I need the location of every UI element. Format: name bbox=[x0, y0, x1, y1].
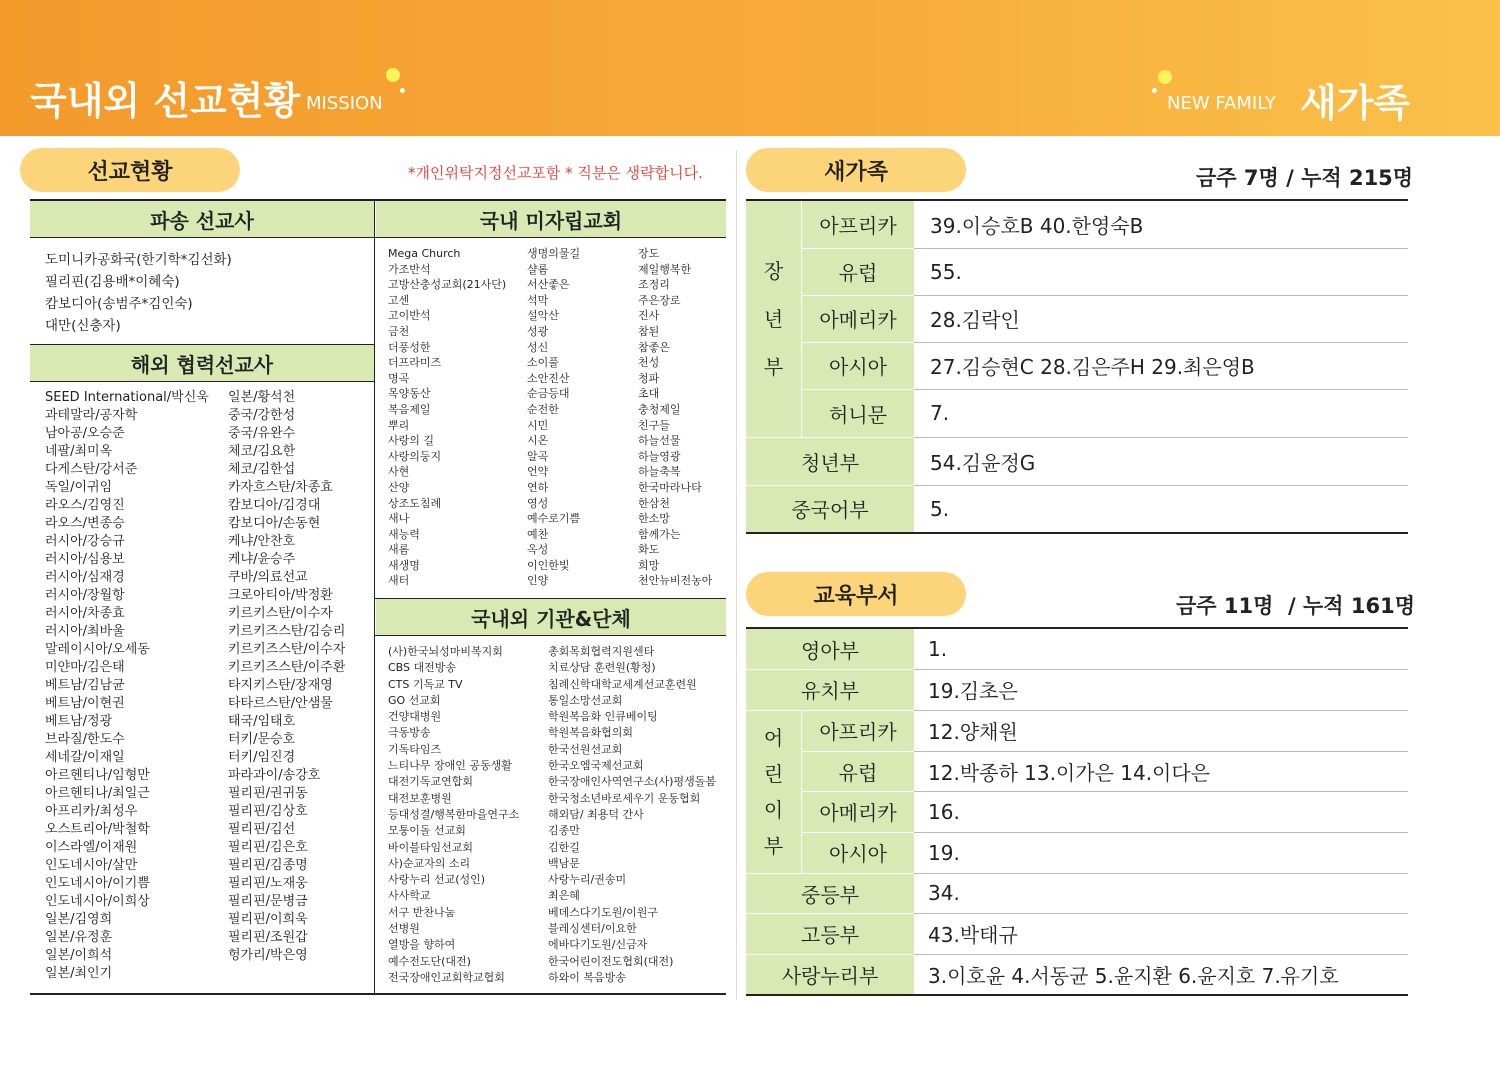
list-item: 한국마라나타 bbox=[638, 480, 702, 494]
group-label-char: 이 bbox=[763, 797, 784, 822]
list-item: 예수로기쁨 bbox=[527, 512, 581, 526]
list-item: 참좋은 bbox=[638, 340, 670, 354]
table-bottom-rule bbox=[30, 993, 726, 995]
list-item: (사)한국뇌성마비복지회 bbox=[388, 645, 503, 658]
list-item: 과테말라/공자학 bbox=[45, 408, 138, 423]
list-item: 사)순교자의 소리 bbox=[388, 856, 471, 870]
list-item: 캄보디아/김경대 bbox=[228, 498, 321, 513]
list-item: 한국선원선교회 bbox=[548, 742, 623, 756]
list-item: 언약 bbox=[527, 465, 549, 479]
list-item: 주은장로 bbox=[638, 293, 681, 307]
list-item: 필리핀(김용배*이혜숙) bbox=[45, 274, 180, 290]
small-dot-icon bbox=[1152, 88, 1157, 93]
row-label: 유럽 bbox=[802, 248, 914, 295]
list-item: SEED International/박신욱 bbox=[45, 390, 209, 405]
list-item: 케냐/윤승주 bbox=[228, 552, 296, 567]
row-divider bbox=[914, 791, 1408, 792]
list-item: 새생명 bbox=[388, 558, 420, 572]
label-row-sep bbox=[746, 710, 914, 711]
list-item: 생명의물길 bbox=[527, 247, 581, 260]
list-item: 필리핀/김상호 bbox=[228, 804, 308, 819]
list-item: 최은혜 bbox=[548, 889, 580, 903]
list-item: 화도 bbox=[638, 543, 660, 557]
list-item: Mega Church bbox=[388, 247, 461, 260]
list-item: 오스트리아/박철학 bbox=[45, 822, 150, 837]
list-item: 옥성 bbox=[527, 543, 549, 557]
list-item: 희망 bbox=[638, 558, 660, 572]
row-label: 아메리카 bbox=[802, 791, 914, 832]
row-label: 아메리카 bbox=[802, 295, 914, 342]
list-item: 열방을 향하여 bbox=[388, 938, 456, 952]
list-item: 사랑의둥지 bbox=[388, 449, 442, 463]
list-item: 진사 bbox=[638, 309, 660, 323]
newfamily-bottom-rule bbox=[746, 532, 1408, 534]
list-item: 연하 bbox=[527, 480, 549, 494]
list-item: 한국청소년바로세우기 운동협회 bbox=[548, 791, 701, 805]
org-list-col2 bbox=[548, 644, 716, 986]
list-item: 뿌리 bbox=[388, 418, 410, 432]
mission-title: 국내외 선교현황 bbox=[30, 79, 301, 123]
list-item: 전국장애인교회학교협회 bbox=[388, 970, 505, 984]
list-item: 러시아/강승규 bbox=[45, 534, 125, 549]
group-label-char: 린 bbox=[763, 761, 784, 786]
group-label-char: 부 bbox=[763, 355, 784, 379]
list-item: 하늘영광 bbox=[638, 449, 681, 463]
list-item: 시민 bbox=[527, 418, 549, 432]
newfamily-pill: 새가족 bbox=[746, 148, 966, 192]
list-item: 백남문 bbox=[548, 856, 580, 870]
list-item: 체코/김한섭 bbox=[228, 462, 296, 477]
list-item: 영성 bbox=[527, 496, 549, 510]
list-item: 천성 bbox=[638, 356, 660, 370]
list-item: CTS 기독교 TV bbox=[388, 677, 463, 691]
row-label: 유럽 bbox=[802, 751, 914, 791]
row-value: 3.이호윤 4.서동균 5.윤지환 6.윤지호 7.유기호 bbox=[928, 963, 1339, 988]
list-item: 사랑의 길 bbox=[388, 434, 435, 448]
list-item: 아르헨티나/최일근 bbox=[45, 786, 150, 801]
list-item: 러시아/심용보 bbox=[45, 552, 125, 567]
newfamily-title: 새가족 bbox=[1300, 81, 1411, 125]
list-item: 명곡 bbox=[388, 371, 410, 385]
list-item: 터키/문승호 bbox=[228, 732, 296, 747]
overseas-list-col1 bbox=[45, 389, 209, 983]
list-item: 다게스탄/강서준 bbox=[45, 462, 138, 477]
list-item: 통일소망선교회 bbox=[548, 693, 623, 707]
list-item: 설악산 bbox=[527, 309, 559, 323]
row-value: 55. bbox=[930, 259, 962, 284]
list-item: 세네갈/이재일 bbox=[45, 750, 125, 765]
row-label: 중국어부 bbox=[746, 485, 914, 532]
list-item: 중국/유완수 bbox=[228, 426, 296, 441]
education-bottom-rule bbox=[746, 994, 1408, 996]
overseas-list-col2 bbox=[228, 389, 345, 965]
row-divider bbox=[914, 751, 1408, 752]
label-row-sep bbox=[802, 832, 914, 833]
list-item: 충청제일 bbox=[638, 402, 681, 416]
list-item: 한국어린이전도협회(대전) bbox=[548, 954, 674, 968]
list-item: 천안뉴비전농아 bbox=[638, 574, 713, 588]
row-label: 사랑누리부 bbox=[746, 954, 914, 994]
list-item: 학원복음화 인큐베이팅 bbox=[548, 710, 658, 724]
list-item: 산양 bbox=[388, 480, 410, 494]
list-item: 필리핀/김종명 bbox=[228, 858, 308, 873]
list-item: 성광 bbox=[527, 324, 549, 338]
list-item: 시온 bbox=[527, 434, 549, 448]
list-item: 필리핀/권귀동 bbox=[228, 786, 308, 801]
row-label: 아프리카 bbox=[802, 710, 914, 751]
list-item: 필리핀/김선 bbox=[228, 822, 296, 837]
list-item: 러시아/최바울 bbox=[45, 624, 125, 639]
list-item: 체코/김요한 bbox=[228, 444, 296, 459]
list-item: 일본/유정훈 bbox=[45, 930, 113, 945]
list-item: 라오스/김영진 bbox=[45, 498, 125, 513]
list-item: 캄보디아(송범주*김인숙) bbox=[45, 296, 193, 312]
list-item: 학원복음화협의회 bbox=[548, 726, 634, 740]
row-label: 아시아 bbox=[802, 342, 914, 389]
dispatched-header: 파송 선교사 bbox=[30, 201, 374, 237]
list-item: 선병원 bbox=[388, 922, 420, 936]
list-item: 김종만 bbox=[548, 824, 580, 838]
list-item: 태국/임태호 bbox=[228, 714, 296, 729]
list-item: 필리핀/김은호 bbox=[228, 840, 308, 855]
list-item: 바이블타임선교회 bbox=[388, 840, 474, 854]
list-item: 총회목회협력지원센타 bbox=[548, 645, 655, 658]
adult-group-label bbox=[746, 201, 801, 437]
list-item: 상조도침례 bbox=[388, 496, 442, 510]
row-value: 1. bbox=[928, 637, 948, 661]
row-label: 허니문 bbox=[802, 389, 914, 437]
list-item: 새나 bbox=[388, 512, 410, 526]
list-item: 서구 반찬나눔 bbox=[388, 905, 456, 919]
list-item: 에바다기도원/신금자 bbox=[548, 938, 648, 952]
label-row-sep bbox=[746, 669, 914, 670]
list-item: 고이반석 bbox=[388, 309, 431, 323]
list-item: 모퉁이돌 선교회 bbox=[388, 824, 466, 838]
list-item: 초대 bbox=[638, 387, 660, 401]
list-item: 아르헨티나/임형만 bbox=[45, 768, 150, 783]
label-row-sep bbox=[746, 485, 914, 486]
row-value: 12.박종하 13.이가은 14.이다은 bbox=[928, 760, 1211, 785]
newfamily-subtitle: NEW FAMILY bbox=[1167, 93, 1276, 114]
row-divider bbox=[914, 832, 1408, 833]
education-summary: 금주 11명 / 누적 161명 bbox=[1176, 594, 1415, 618]
list-item: 도미니카공화국(한기학*김선화) bbox=[45, 252, 232, 268]
list-item: 순금등대 bbox=[527, 387, 570, 401]
domestic-header: 국내 미자립교회 bbox=[376, 201, 726, 237]
group-label-char: 년 bbox=[763, 307, 784, 331]
row-value: 12.양채원 bbox=[928, 720, 1018, 744]
list-item: 금천 bbox=[388, 324, 410, 338]
list-item: 말레이시아/오세동 bbox=[45, 642, 150, 657]
list-item: 소안진산 bbox=[527, 371, 570, 385]
list-item: 더프라미즈 bbox=[388, 356, 442, 370]
list-item: 느티나무 장애인 공동생활 bbox=[388, 759, 512, 773]
list-item: 장도 bbox=[638, 247, 660, 260]
education-pill: 교육부서 bbox=[746, 572, 966, 616]
row-label: 유치부 bbox=[746, 669, 914, 710]
list-item: 터키/임진경 bbox=[228, 750, 296, 765]
label-row-sep bbox=[746, 873, 914, 874]
list-item: 하늘축복 bbox=[638, 465, 681, 479]
row-divider bbox=[914, 248, 1408, 249]
list-item: 케냐/안찬호 bbox=[228, 534, 296, 549]
label-row-sep bbox=[802, 389, 914, 390]
list-item: 이스라엘/이재원 bbox=[45, 840, 138, 855]
list-item: 치료상담 훈련원(황청) bbox=[548, 661, 656, 675]
small-dot-icon bbox=[400, 88, 405, 93]
list-item: 일본/이희석 bbox=[45, 948, 113, 963]
row-value: 34. bbox=[928, 881, 960, 905]
list-item: 예찬 bbox=[527, 527, 549, 541]
list-item: 참된 bbox=[638, 324, 660, 338]
list-item: 일본/황석천 bbox=[228, 390, 296, 405]
list-item: 키르키스탄/이수자 bbox=[228, 606, 333, 621]
list-item: 크로아티아/박정환 bbox=[228, 588, 333, 603]
list-item: 침례신학대학교세계선교훈련원 bbox=[548, 677, 697, 691]
list-item: 러시아/차종효 bbox=[45, 606, 125, 621]
yellow-dot-icon bbox=[1158, 70, 1172, 84]
list-item: 새터 bbox=[388, 574, 410, 588]
row-value: 43.박태규 bbox=[928, 923, 1018, 947]
list-item: 대전기독교연합회 bbox=[388, 775, 474, 789]
label-row-sep bbox=[802, 295, 914, 296]
list-item: 친구들 bbox=[638, 418, 670, 432]
row-label: 아시아 bbox=[802, 832, 914, 873]
row-label: 고등부 bbox=[746, 913, 914, 954]
list-item: GO 선교회 bbox=[388, 693, 441, 707]
list-item: 석막 bbox=[527, 293, 549, 307]
list-item: 필리핀/이희욱 bbox=[228, 912, 308, 927]
list-item: 러시아/장월항 bbox=[45, 588, 125, 603]
row-divider bbox=[914, 389, 1408, 390]
list-item: 인도네시아/이기쁨 bbox=[45, 876, 150, 891]
list-item: 새능력 bbox=[388, 527, 420, 541]
list-item: 미얀마/김은태 bbox=[45, 660, 125, 675]
list-item: 쿠바/의료선교 bbox=[228, 570, 308, 585]
list-item: 복음제일 bbox=[388, 402, 431, 416]
list-item: 베트남/김남균 bbox=[45, 678, 125, 693]
mission-note: *개인위탁지정선교포함 * 직분은 생략합니다. bbox=[408, 164, 703, 182]
list-item: 캄보디아/손동현 bbox=[228, 516, 321, 531]
label-row-sep bbox=[802, 751, 914, 752]
list-item: 중국/강한성 bbox=[228, 408, 296, 423]
list-item: 샬롬 bbox=[527, 262, 549, 276]
group-label-char: 부 bbox=[763, 833, 784, 858]
list-item: 건양대병원 bbox=[388, 710, 442, 724]
list-item: 극동방송 bbox=[388, 726, 431, 740]
list-item: 인양 bbox=[527, 574, 549, 588]
list-item: 한국오엠국제선교회 bbox=[548, 759, 644, 773]
domestic-list-col3 bbox=[638, 246, 712, 589]
list-item: 타타르스탄/안샘물 bbox=[228, 696, 333, 711]
list-item: 한소망 bbox=[638, 512, 670, 526]
overseas-header-rule bbox=[30, 381, 374, 382]
list-item: 카자흐스탄/차종효 bbox=[228, 480, 333, 495]
list-item: 헝가리/박은영 bbox=[228, 948, 308, 963]
list-item: 라오스/변종승 bbox=[45, 516, 125, 531]
mission-subtitle: MISSION bbox=[306, 93, 383, 114]
row-value: 27.김승현C 28.김은주H 29.최은영B bbox=[930, 355, 1255, 379]
list-item: 필리핀/문병금 bbox=[228, 894, 308, 909]
org-header: 국내외 기관&단체 bbox=[376, 599, 726, 635]
org-list-col1 bbox=[388, 644, 519, 986]
list-item: 더풍성한 bbox=[388, 340, 431, 354]
group-label-char: 장 bbox=[763, 259, 784, 283]
row-label: 중등부 bbox=[746, 873, 914, 913]
row-value: 16. bbox=[928, 799, 960, 824]
label-row-sep bbox=[746, 913, 914, 914]
children-group-label bbox=[746, 710, 801, 873]
list-item: 한국장애인사역연구소(사)평생돌봄 bbox=[548, 775, 716, 789]
list-item: 등대성결/행복한마을연구소 bbox=[388, 807, 520, 821]
list-item: 사현 bbox=[388, 465, 410, 479]
list-item: 브라질/한도수 bbox=[45, 732, 125, 747]
list-item: 해외담/ 최용덕 간사 bbox=[548, 807, 644, 821]
row-label: 청년부 bbox=[746, 437, 914, 485]
list-item: 대만(신충자) bbox=[45, 318, 121, 334]
row-value: 5. bbox=[930, 496, 950, 521]
group-label-char: 어 bbox=[763, 725, 784, 750]
list-item: 블레싱센터/이요한 bbox=[548, 922, 637, 936]
list-item: 순전한 bbox=[527, 402, 559, 416]
row-value: 7. bbox=[930, 401, 950, 425]
mission-status-pill: 선교현황 bbox=[20, 148, 240, 192]
label-row-sep bbox=[746, 437, 914, 438]
list-item: 서산좋은 bbox=[527, 278, 570, 292]
list-item: 하늘선물 bbox=[638, 434, 681, 448]
domestic-list-col1 bbox=[388, 246, 506, 589]
list-item: 필리핀/노재웅 bbox=[228, 876, 308, 891]
yellow-dot-icon bbox=[386, 68, 400, 82]
list-item: 제일행복한 bbox=[638, 262, 692, 276]
label-row-sep bbox=[802, 791, 914, 792]
newfamily-summary: 금주 7명 / 누적 215명 bbox=[1196, 166, 1414, 190]
list-item: 성신 bbox=[527, 340, 549, 354]
row-value: 19. bbox=[928, 840, 960, 865]
row-value: 19.김초은 bbox=[928, 679, 1018, 703]
list-item: 예수전도단(대전) bbox=[388, 954, 471, 968]
list-item: 이인한빛 bbox=[527, 558, 570, 572]
list-item: 키르키즈스탄/이수자 bbox=[228, 642, 346, 657]
list-item: 김한길 bbox=[548, 840, 580, 854]
column-divider bbox=[374, 201, 375, 993]
list-item: 베트남/정광 bbox=[45, 714, 113, 729]
list-item: CBS 대전방송 bbox=[388, 661, 457, 675]
list-item: 사사학교 bbox=[388, 889, 431, 903]
list-item: 타지키스탄/장재영 bbox=[228, 678, 333, 693]
list-item: 대전보훈병원 bbox=[388, 791, 452, 805]
list-item: 인도네시아/살만 bbox=[45, 858, 138, 873]
row-value: 54.김윤정G bbox=[930, 450, 1036, 475]
row-label: 아프리카 bbox=[802, 201, 914, 248]
list-item: 하와이 복음방송 bbox=[548, 970, 626, 984]
list-item: 알곡 bbox=[527, 449, 549, 463]
list-item: 소이풀 bbox=[527, 356, 559, 370]
list-item: 사랑누리 선교(성인) bbox=[388, 873, 486, 887]
list-item: 새롬 bbox=[388, 543, 410, 557]
list-item: 기독타임즈 bbox=[388, 742, 442, 756]
page-divider bbox=[736, 150, 737, 1000]
list-item: 키르키즈스탄/이주환 bbox=[228, 660, 346, 675]
list-item: 파라과이/송강호 bbox=[228, 768, 321, 783]
label-row-sep bbox=[802, 248, 914, 249]
list-item: 필리핀/조원갑 bbox=[228, 930, 308, 945]
org-header-rule bbox=[375, 635, 726, 636]
row-value: 28.김락인 bbox=[930, 308, 1020, 332]
list-item: 남아공/오승준 bbox=[45, 426, 125, 441]
list-item: 조정리 bbox=[638, 278, 670, 292]
list-item: 아프리카/최성우 bbox=[45, 804, 138, 819]
label-row-sep bbox=[802, 342, 914, 343]
overseas-header: 해외 협력선교사 bbox=[30, 345, 374, 381]
row-divider bbox=[914, 295, 1408, 296]
label-row-sep bbox=[746, 954, 914, 955]
list-item: 베트남/이현권 bbox=[45, 696, 125, 711]
list-item: 가조반석 bbox=[388, 262, 431, 276]
list-item: 목양동산 bbox=[388, 387, 431, 401]
list-item: 한삼천 bbox=[638, 496, 670, 510]
list-item: 고센 bbox=[388, 293, 410, 307]
list-item: 함께가는 bbox=[638, 527, 681, 541]
list-item: 사랑누리/권송미 bbox=[548, 873, 627, 887]
list-item: 인도네시아/이희상 bbox=[45, 894, 150, 909]
dispatched-list bbox=[45, 249, 232, 337]
list-item: 일본/김영희 bbox=[45, 912, 113, 927]
list-item: 러시아/심재경 bbox=[45, 570, 125, 585]
list-item: 베데스다기도원/이원구 bbox=[548, 905, 658, 919]
domestic-list-col2 bbox=[527, 246, 580, 589]
row-label: 영아부 bbox=[746, 629, 914, 669]
header-rule bbox=[30, 237, 726, 238]
list-item: 네팔/최미옥 bbox=[45, 444, 113, 459]
row-divider bbox=[914, 342, 1408, 343]
list-item: 청파 bbox=[638, 371, 660, 385]
list-item: 고방산충성교회(21사단) bbox=[388, 278, 507, 292]
list-item: 키르키즈스탄/김승리 bbox=[228, 624, 346, 639]
row-value: 39.이승호B 40.한영숙B bbox=[930, 214, 1144, 238]
list-item: 독일/이귀임 bbox=[45, 480, 113, 495]
list-item: 일본/최인기 bbox=[45, 966, 113, 981]
